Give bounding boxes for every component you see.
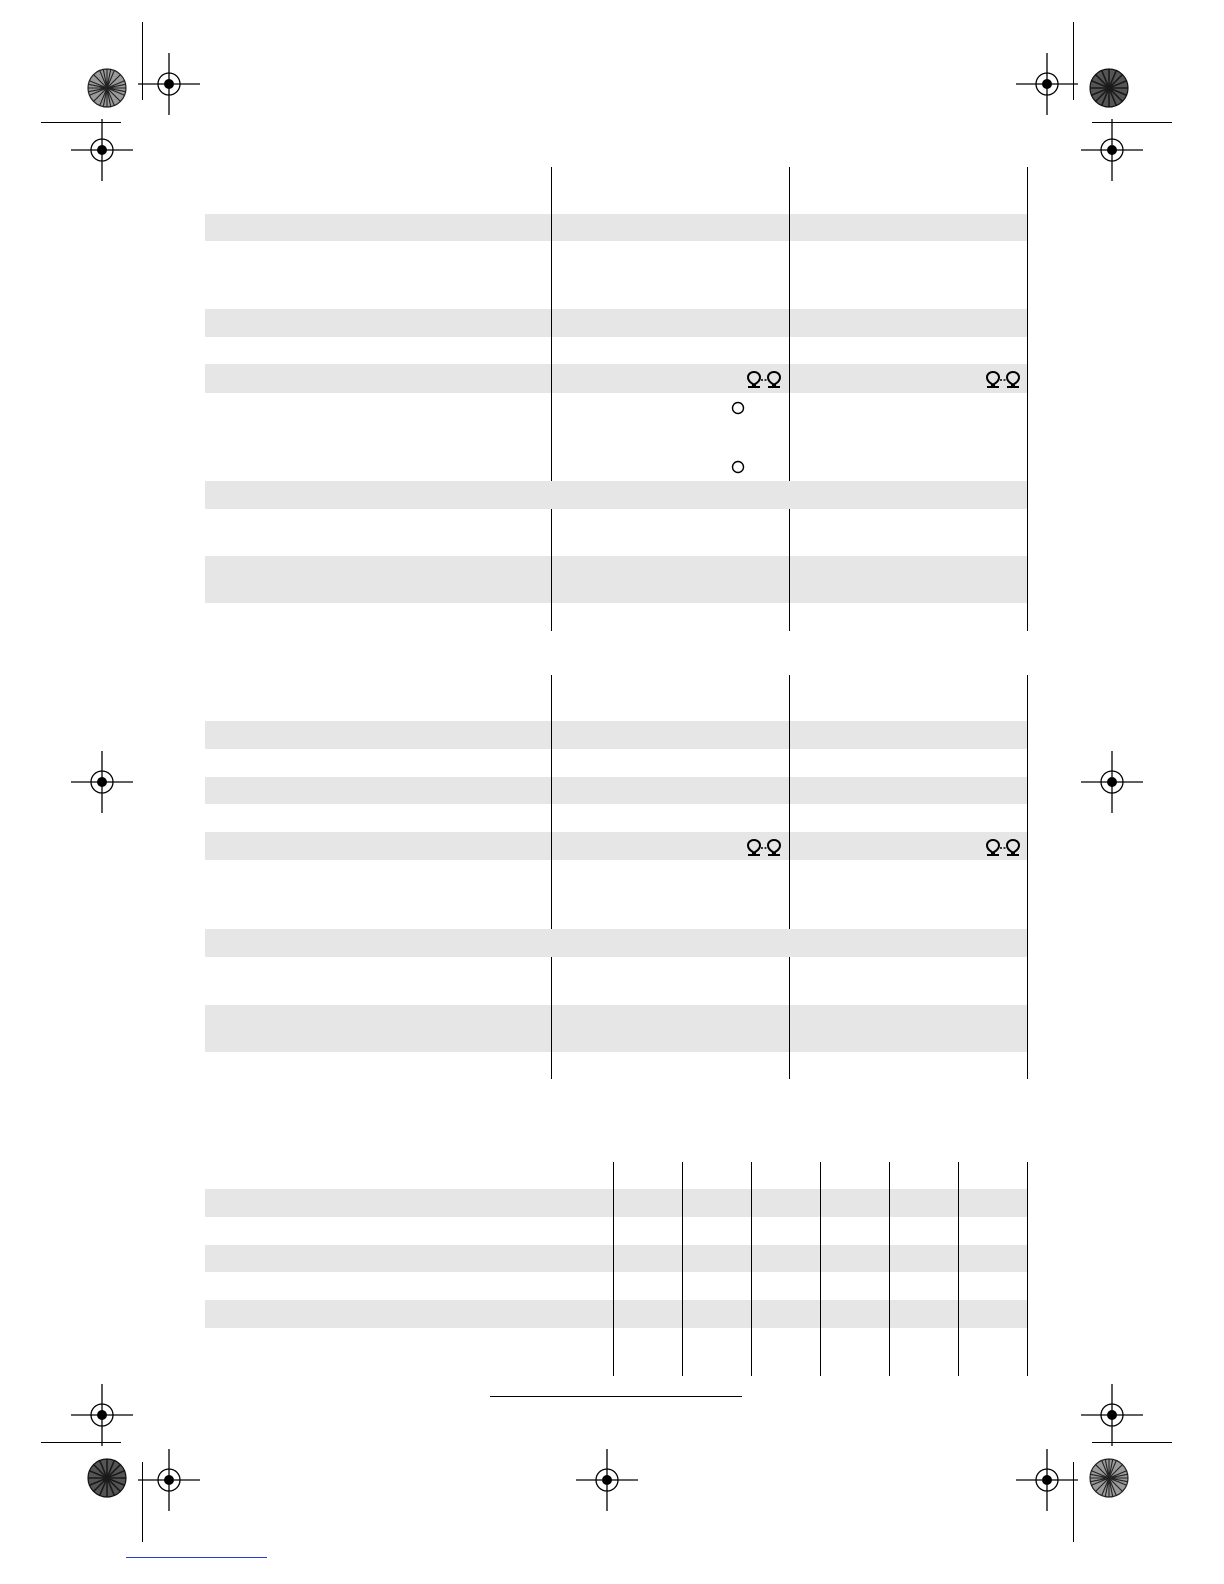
- starburst-color-wheel-icon: [87, 1458, 127, 1498]
- crop-mark: [1092, 122, 1172, 123]
- table-row: [205, 777, 1028, 804]
- crosshair-registration-icon: [1016, 53, 1078, 115]
- table-row: [205, 1189, 1028, 1217]
- small-circle-icon: [731, 401, 745, 415]
- crosshair-registration-icon: [138, 53, 200, 115]
- small-circle-icon: [731, 460, 745, 474]
- column-rule: [751, 1162, 752, 1376]
- crosshair-registration-icon: [71, 751, 133, 813]
- table-row: [205, 309, 1028, 337]
- crosshair-registration-icon: [1016, 1449, 1078, 1511]
- column-rule: [1027, 675, 1028, 1079]
- column-rule: [1027, 167, 1028, 631]
- table-row: [205, 721, 1028, 749]
- table-row: [205, 929, 1028, 957]
- column-rule: [789, 957, 790, 1079]
- table-row: [205, 1005, 1028, 1052]
- crop-mark: [142, 22, 143, 100]
- crop-mark: [1073, 1462, 1074, 1542]
- crosshair-registration-icon: [1081, 119, 1143, 181]
- column-rule: [551, 675, 552, 929]
- crop-mark: [1073, 22, 1074, 100]
- double-omega-symbol-icon: [984, 839, 1022, 857]
- crop-mark: [41, 1442, 121, 1443]
- table-row: [205, 364, 1028, 393]
- crosshair-registration-icon: [1081, 1384, 1143, 1446]
- column-rule: [789, 675, 790, 929]
- crop-mark: [41, 122, 121, 123]
- double-omega-symbol-icon: [984, 371, 1022, 389]
- crosshair-registration-icon: [138, 1449, 200, 1511]
- footnote-rule: [490, 1396, 742, 1397]
- crosshair-registration-icon: [576, 1449, 638, 1511]
- crosshair-registration-icon: [71, 119, 133, 181]
- double-omega-symbol-icon: [745, 839, 783, 857]
- column-rule: [889, 1162, 890, 1376]
- table-row: [205, 214, 1028, 241]
- starburst-color-wheel-icon: [1089, 1458, 1129, 1498]
- starburst-color-wheel-icon: [1089, 68, 1129, 108]
- column-rule: [1027, 1162, 1028, 1376]
- column-rule: [789, 509, 790, 631]
- table-row: [205, 481, 1028, 509]
- crop-mark: [142, 1462, 143, 1542]
- column-rule: [682, 1162, 683, 1376]
- table-row: [205, 556, 1028, 603]
- table-row: [205, 1300, 1028, 1328]
- link-underline[interactable]: [126, 1557, 267, 1558]
- column-rule: [613, 1162, 614, 1376]
- column-rule: [551, 957, 552, 1079]
- crosshair-registration-icon: [1081, 751, 1143, 813]
- column-rule: [551, 167, 552, 481]
- column-rule: [958, 1162, 959, 1376]
- starburst-color-wheel-icon: [87, 68, 127, 108]
- double-omega-symbol-icon: [745, 371, 783, 389]
- table-row: [205, 832, 1028, 860]
- crosshair-registration-icon: [71, 1384, 133, 1446]
- column-rule: [789, 167, 790, 481]
- column-rule: [551, 509, 552, 631]
- crop-mark: [1092, 1442, 1172, 1443]
- table-row: [205, 1245, 1028, 1272]
- column-rule: [820, 1162, 821, 1376]
